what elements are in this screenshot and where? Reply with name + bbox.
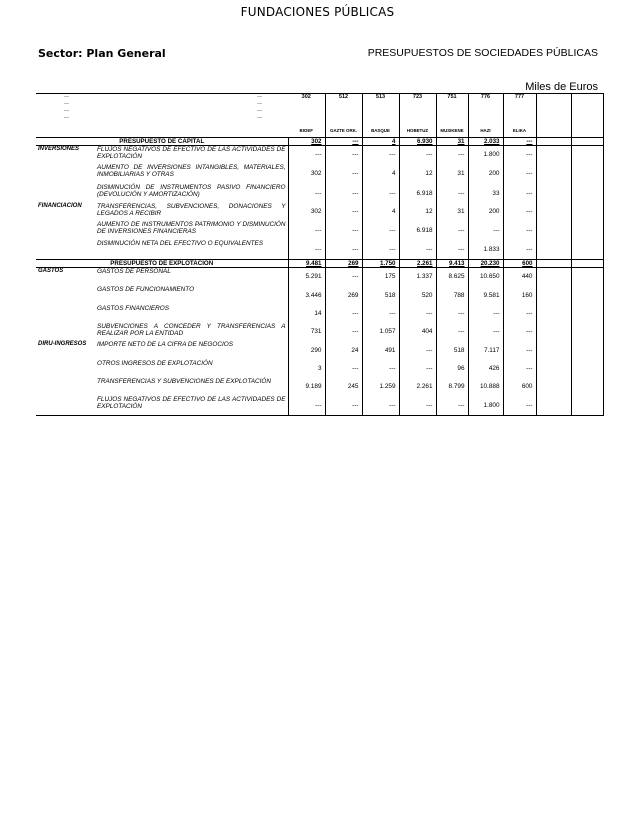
table-row — [36, 323, 603, 341]
row-value: 96 — [436, 360, 468, 378]
row-value: 10.888 — [468, 378, 503, 396]
row-value: 518 — [362, 286, 399, 305]
section-total: 9.413 — [436, 260, 468, 268]
row-value: --- — [325, 146, 362, 164]
row-description: OTROS INGRESOS DE EXPLOTACIÓN — [95, 360, 288, 378]
row-value: 426 — [468, 360, 503, 378]
row-description: FLUJOS NEGATIVOS DE EFECTIVO DE LAS ACTIVIDADES DE EXPLOTACIÓN — [95, 146, 288, 164]
column-code: 512 — [325, 94, 362, 124]
row-value: --- — [399, 360, 436, 378]
row-value: --- — [362, 305, 399, 323]
row-value: 31 — [436, 164, 468, 184]
column-code: 513 — [362, 94, 399, 124]
row-description: TRANSFERENCIAS, SUBVENCIONES, DONACIONES Y LEGADOS A RECIBIR — [95, 203, 288, 221]
column-name: BIOEF — [288, 124, 325, 138]
row-value: --- — [468, 323, 503, 341]
row-value: 4 — [362, 203, 399, 221]
row-value: --- — [503, 360, 536, 378]
empty-cell — [536, 341, 571, 360]
row-description: IMPORTE NETO DE LA CIFRA DE NEGOCIOS — [95, 341, 288, 360]
column-code: 723 — [399, 94, 436, 124]
row-value: --- — [288, 396, 325, 416]
row-description: DISMINUCIÓN NETA DEL EFECTIVO O EQUIVALENTES — [95, 240, 288, 260]
row-value: 1.833 — [468, 240, 503, 260]
section-title: PRESUPUESTO DE CAPITAL — [36, 138, 288, 146]
row-value: --- — [503, 146, 536, 164]
report-title: PRESUPUESTOS DE SOCIEDADES PÚBLICAS — [367, 47, 598, 59]
row-value: --- — [288, 240, 325, 260]
row-value: 7.117 — [468, 341, 503, 360]
table-row — [36, 240, 603, 260]
section-total: 6.930 — [399, 138, 436, 146]
column-code: 776 — [468, 94, 503, 124]
empty-cell — [536, 164, 571, 184]
column-names-row — [36, 124, 603, 138]
empty-cell — [536, 260, 571, 268]
column-name: BASQUE — [362, 124, 399, 138]
empty-cell — [571, 164, 603, 184]
row-value: 1.057 — [362, 323, 399, 341]
table-row — [36, 378, 603, 396]
row-value: --- — [399, 146, 436, 164]
capital-total-row — [36, 138, 603, 146]
empty-cell — [536, 360, 571, 378]
sector-label: Sector: Plan General — [38, 47, 166, 60]
empty-cell — [571, 378, 603, 396]
column-name: HAZI — [468, 124, 503, 138]
row-value: --- — [503, 305, 536, 323]
row-value: --- — [325, 323, 362, 341]
empty-cell — [571, 124, 603, 138]
row-category — [36, 323, 95, 341]
row-value: --- — [503, 323, 536, 341]
empty-cell — [571, 360, 603, 378]
empty-cell — [571, 94, 603, 124]
row-value: --- — [362, 221, 399, 240]
row-value: --- — [436, 221, 468, 240]
row-value: --- — [503, 221, 536, 240]
empty-cell — [571, 138, 603, 146]
row-value: --- — [468, 221, 503, 240]
row-value: 5.291 — [288, 268, 325, 286]
row-value: 31 — [436, 203, 468, 221]
row-value: 269 — [325, 286, 362, 305]
row-category — [36, 221, 95, 240]
row-value: 9.189 — [288, 378, 325, 396]
row-category — [36, 396, 95, 416]
table-row — [36, 221, 603, 240]
row-value: --- — [325, 221, 362, 240]
row-value: --- — [503, 164, 536, 184]
column-code: 777 — [503, 94, 536, 124]
empty-cell — [536, 221, 571, 240]
explotacion-total-row — [36, 260, 603, 268]
header-blank — [36, 124, 95, 138]
row-value: --- — [325, 396, 362, 416]
empty-cell — [536, 286, 571, 305]
empty-cell — [571, 240, 603, 260]
row-value: --- — [362, 396, 399, 416]
row-value: --- — [362, 360, 399, 378]
column-name: ELIKA — [503, 124, 536, 138]
page-title: FUNDACIONES PÚBLICAS — [240, 5, 395, 19]
empty-cell — [536, 268, 571, 286]
row-value: --- — [362, 184, 399, 203]
row-value: 9.581 — [468, 286, 503, 305]
row-value: 14 — [288, 305, 325, 323]
empty-cell — [536, 323, 571, 341]
empty-cell — [571, 323, 603, 341]
empty-cell — [536, 378, 571, 396]
section-total: 1.750 — [362, 260, 399, 268]
row-value: --- — [436, 184, 468, 203]
row-value: 245 — [325, 378, 362, 396]
empty-cell — [571, 341, 603, 360]
row-value: --- — [503, 203, 536, 221]
row-value: 2.261 — [399, 378, 436, 396]
row-value: 440 — [503, 268, 536, 286]
row-value: 491 — [362, 341, 399, 360]
row-value: --- — [399, 396, 436, 416]
row-value: --- — [436, 305, 468, 323]
empty-cell — [571, 260, 603, 268]
row-category: FINANCIACION — [38, 202, 82, 209]
row-value: 10.650 — [468, 268, 503, 286]
section-total: --- — [503, 138, 536, 146]
row-value: 12 — [399, 164, 436, 184]
table-row — [36, 305, 603, 323]
row-category: GASTOS — [38, 268, 64, 274]
row-value: 4 — [362, 164, 399, 184]
row-value: 600 — [503, 378, 536, 396]
row-value: 8.625 — [436, 268, 468, 286]
row-value: --- — [399, 240, 436, 260]
row-value: 175 — [362, 268, 399, 286]
header-blank: — — — — — [36, 94, 95, 124]
row-value: --- — [436, 323, 468, 341]
row-value: 12 — [399, 203, 436, 221]
row-value: 6.918 — [399, 221, 436, 240]
table-row — [36, 203, 603, 221]
empty-cell — [536, 94, 571, 124]
column-codes-row — [36, 94, 603, 124]
units-label: Miles de Euros — [525, 81, 598, 93]
empty-cell — [536, 146, 571, 164]
column-name: GAZTE ORK. — [325, 124, 362, 138]
row-value: --- — [325, 305, 362, 323]
row-value: --- — [436, 146, 468, 164]
row-description: FLUJOS NEGATIVOS DE EFECTIVO DE LAS ACTIVIDADES DE EXPLOTACIÓN — [95, 396, 288, 416]
row-value: --- — [325, 184, 362, 203]
empty-cell — [571, 184, 603, 203]
empty-cell — [571, 286, 603, 305]
row-value: --- — [325, 203, 362, 221]
row-value: 404 — [399, 323, 436, 341]
section-total: 269 — [325, 260, 362, 268]
table-row — [36, 286, 603, 305]
row-value: --- — [362, 146, 399, 164]
row-description: AUMENTO DE INSTRUMENTOS PATRIMONIO Y DISMINUCIÓN DE INVERSIONES FINANCIERAS — [95, 221, 288, 240]
empty-cell — [536, 305, 571, 323]
row-value: 520 — [399, 286, 436, 305]
row-value: 3 — [288, 360, 325, 378]
row-value: 290 — [288, 341, 325, 360]
empty-cell — [536, 124, 571, 138]
row-value: --- — [288, 184, 325, 203]
row-value: 1.259 — [362, 378, 399, 396]
section-title: PRESUPUESTO DE EXPLOTACIÓN — [36, 260, 288, 268]
section-total: 600 — [503, 260, 536, 268]
table-row — [36, 360, 603, 378]
row-value: 518 — [436, 341, 468, 360]
row-value: --- — [362, 240, 399, 260]
row-value: 200 — [468, 203, 503, 221]
table-row — [36, 396, 603, 416]
row-description: GASTOS DE FUNCIONAMIENTO — [95, 286, 288, 305]
row-value: --- — [325, 164, 362, 184]
row-category — [36, 305, 95, 323]
row-value: 731 — [288, 323, 325, 341]
section-total: 2.261 — [399, 260, 436, 268]
row-value: --- — [436, 396, 468, 416]
table-row — [36, 184, 603, 203]
budget-table — [36, 93, 604, 416]
row-value: 1.800 — [468, 396, 503, 416]
row-category — [36, 378, 95, 396]
empty-cell — [571, 396, 603, 416]
empty-cell — [571, 221, 603, 240]
row-value: --- — [503, 341, 536, 360]
row-value: 1.337 — [399, 268, 436, 286]
empty-cell — [536, 184, 571, 203]
header-blank: — — — — — [95, 94, 288, 124]
row-category — [36, 164, 95, 184]
row-category — [36, 286, 95, 305]
row-value: 24 — [325, 341, 362, 360]
row-value: 6.918 — [399, 184, 436, 203]
table-row — [36, 341, 603, 360]
row-value: 302 — [288, 203, 325, 221]
empty-cell — [536, 396, 571, 416]
row-description: DISMINUCIÓN DE INSTRUMENTOS PASIVO FINANCIERO (DEVOLUCIÓN Y AMORTIZACIÓN) — [95, 184, 288, 203]
table-row — [36, 146, 603, 164]
section-total: 4 — [362, 138, 399, 146]
header-blank — [95, 124, 288, 138]
row-description: GASTOS DE PERSONAL — [95, 268, 288, 286]
row-category — [36, 240, 95, 260]
empty-cell — [536, 240, 571, 260]
empty-cell — [536, 138, 571, 146]
row-value: 160 — [503, 286, 536, 305]
table-row — [36, 164, 603, 184]
row-description: TRANSFERENCIAS Y SUBVENCIONES DE EXPLOTACIÓN — [95, 378, 288, 396]
row-value: 1.800 — [468, 146, 503, 164]
section-total: 302 — [288, 138, 325, 146]
row-value: --- — [288, 146, 325, 164]
table-row — [36, 268, 603, 286]
section-total: 31 — [436, 138, 468, 146]
row-value: 788 — [436, 286, 468, 305]
row-value: --- — [503, 396, 536, 416]
row-description: GASTOS FINANCIEROS — [95, 305, 288, 323]
row-value: --- — [399, 341, 436, 360]
row-category: INVERSIONES — [38, 146, 80, 152]
row-category — [36, 360, 95, 378]
row-value: --- — [325, 240, 362, 260]
empty-cell — [571, 268, 603, 286]
row-value: --- — [503, 240, 536, 260]
section-total: --- — [325, 138, 362, 146]
row-value: 302 — [288, 164, 325, 184]
row-description: SUBVENCIONES A CONCEDER Y TRANSFERENCIAS A REALIZAR POR LA ENTIDAD — [95, 323, 288, 341]
row-value: --- — [503, 184, 536, 203]
row-category — [36, 184, 95, 203]
column-name: HOBETUZ — [399, 124, 436, 138]
empty-cell — [571, 146, 603, 164]
row-value: --- — [399, 305, 436, 323]
column-code: 302 — [288, 94, 325, 124]
empty-cell — [571, 305, 603, 323]
column-name: MUSIKENE — [436, 124, 468, 138]
row-description: AUMENTO DE INVERSIONES INTANGIBLES, MATERIALES, INMOBILIARIAS Y OTRAS — [95, 164, 288, 184]
row-value: 8.799 — [436, 378, 468, 396]
row-value: 3.446 — [288, 286, 325, 305]
section-total: 20.230 — [468, 260, 503, 268]
column-code: 751 — [436, 94, 468, 124]
empty-cell — [571, 203, 603, 221]
row-value: --- — [288, 221, 325, 240]
row-value: --- — [325, 268, 362, 286]
section-total: 2.033 — [468, 138, 503, 146]
empty-cell — [536, 203, 571, 221]
row-value: --- — [468, 305, 503, 323]
row-value: 33 — [468, 184, 503, 203]
row-category: DIRU-INGRESOS — [38, 340, 87, 347]
row-value: 200 — [468, 164, 503, 184]
row-value: --- — [436, 240, 468, 260]
row-value: --- — [325, 360, 362, 378]
section-total: 9.481 — [288, 260, 325, 268]
